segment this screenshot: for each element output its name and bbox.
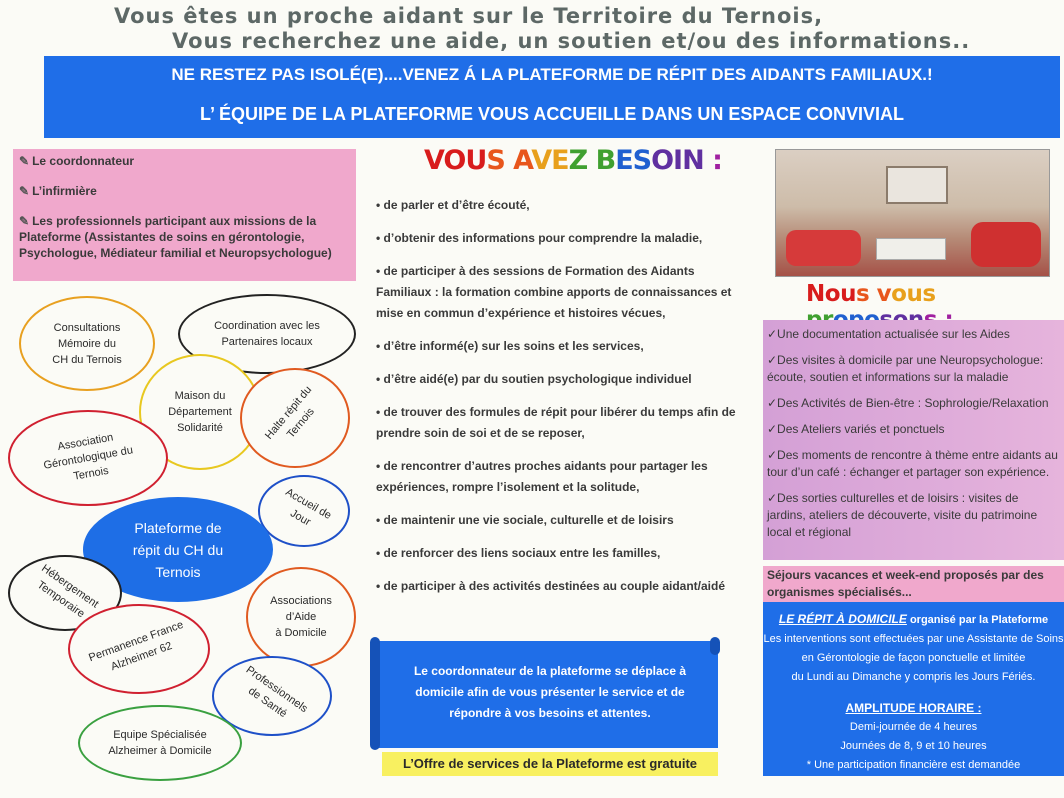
- amplitude-title: AMPLITUDE HORAIRE :: [845, 701, 982, 715]
- sejours-box: Séjours vacances et week-end proposés par des organismes spécialisés...: [763, 566, 1064, 602]
- banner-line-2: L’ ÉQUIPE DE LA PLATEFORME VOUS ACCUEILLE DANS UN ESPACE CONVIVIAL: [199, 104, 905, 124]
- offer-item: ✓Des Activités de Bien-être : Sophrologie/Relaxation: [767, 396, 1049, 410]
- repit-line: du Lundi au Dimanche y compris les Jours Fériés.: [791, 671, 1036, 683]
- title-letter: A: [513, 145, 532, 176]
- bubble-accueil-jour: Accueil de Jour: [258, 475, 350, 547]
- photo-sofa: [971, 222, 1041, 267]
- repit-title: LE RÉPIT À DOMICILE organisé par la Plateforme: [778, 612, 1049, 626]
- title-letter: o: [824, 281, 841, 307]
- title-letter: o: [891, 281, 907, 307]
- team-item: ✎ Le coordonnateur: [19, 154, 135, 168]
- title-letter: I: [673, 145, 683, 176]
- bubble-maison-departement: Maison du Département Solidarité: [139, 354, 261, 470]
- needs-item: • de maintenir une vie sociale, culturelle et de loisirs: [376, 513, 674, 527]
- title-letter: O: [651, 145, 674, 176]
- pencil-icon: ✎: [19, 184, 30, 198]
- needs-item: • de parler et d’être écouté,: [376, 198, 530, 212]
- lounge-photo: [775, 149, 1050, 277]
- amplitude-line: * Une participation financière est demandée: [806, 759, 1021, 771]
- title-letter: V: [424, 145, 444, 176]
- bubble-consultations-memoire: Consultations Mémoire du CH du Ternois: [19, 296, 155, 391]
- amplitude-line: Journées de 8, 9 et 10 heures: [840, 740, 987, 752]
- needs-title: [424, 145, 722, 176]
- bubble-hebergement: Hébergement Temporaire: [8, 555, 122, 631]
- title-letter: E: [551, 145, 569, 176]
- title-letter: N: [806, 281, 825, 307]
- title-letter: B: [595, 145, 616, 176]
- team-item: ✎ Les professionnels participant aux missions de la Plateforme (Assistantes de soins en gérontologie, Psychologue, Médiateur familial et Neuropsychologue): [19, 214, 332, 260]
- title-letter: s: [922, 281, 936, 307]
- title-letter: S: [632, 145, 652, 176]
- title-letter: E: [615, 145, 633, 176]
- team-box: [13, 149, 356, 281]
- needs-list: [376, 195, 736, 609]
- offer-item: ✓Des sorties culturelles et de loisirs : visites de jardins, ateliers de découverte, visite du patrimoine local et régional: [767, 491, 1038, 539]
- bubble-halte-repit: Halte répit du Ternois: [240, 368, 350, 468]
- title-letter: [587, 145, 595, 176]
- photo-table: [876, 238, 946, 260]
- needs-item: • d’obtenir des informations pour comprendre la maladie,: [376, 231, 703, 245]
- header-line-2: Vous recherchez une aide, un soutien et/ou des informations..: [172, 29, 971, 53]
- needs-item: • de trouver des formules de répit pour libérer du temps afin de prendre soin de soi et de se reposer,: [376, 405, 736, 440]
- title-letter: v: [876, 281, 892, 307]
- needs-item: • de rencontrer d’autres proches aidants pour partager les expériences, rompre l’isolement et la solitude,: [376, 459, 708, 494]
- title-letter: O: [443, 145, 466, 176]
- title-letter: s: [855, 281, 870, 307]
- bubble-professionnels-sante: Professionnels de Santé: [212, 656, 332, 736]
- pencil-icon: ✎: [19, 154, 30, 168]
- photo-armchair: [786, 230, 861, 266]
- center-plateforme: Plateforme de répit du CH du Ternois: [83, 497, 273, 602]
- offers-list: [763, 320, 1064, 560]
- repit-domicile-box: [763, 602, 1064, 776]
- offer-item: ✓Une documentation actualisée sur les Aides: [767, 327, 1010, 341]
- title-letter: U: [465, 145, 487, 176]
- title-letter: [505, 145, 513, 176]
- bubble-associations-aide: Associations d’Aide à Domicile: [246, 567, 356, 667]
- title-letter: u: [906, 281, 923, 307]
- offer-item: ✓Des Ateliers variés et ponctuels: [767, 422, 945, 436]
- repit-line: en Gérontologie de façon ponctuelle et limitée: [801, 652, 1026, 664]
- offer-item: ✓Des moments de rencontre à thème entre aidants au tour d’un café : échanger et partager son expérience.: [767, 448, 1058, 479]
- bubble-equipe-alzheimer: Equipe Spécialisée Alzheimer à Domicile: [78, 705, 242, 781]
- bubble-coordination: Coordination avec les Partenaires locaux: [178, 294, 356, 374]
- photo-window: [886, 166, 948, 204]
- bubble-association-gerontologique: Association Gérontologique du Ternois: [8, 410, 168, 506]
- banner-line-1: NE RESTEZ PAS ISOLÉ(E)....VENEZ Á LA PLATEFORME DE RÉPIT DES AIDANTS FAMILIAUX.!: [171, 65, 933, 84]
- title-letter: Z: [568, 145, 588, 176]
- title-letter: N: [682, 145, 704, 176]
- header-line-1: Vous êtes un proche aidant sur le Territoire du Ternois,: [114, 4, 824, 28]
- title-letter: u: [840, 281, 856, 307]
- title-letter: [869, 281, 877, 307]
- repit-line: Les interventions sont effectuées par une Assistante de Soins: [763, 633, 1064, 645]
- needs-item: • d’être aidé(e) par du soutien psychologique individuel: [376, 372, 692, 386]
- coordinator-scroll: Le coordonnateur de la plateforme se déplace à domicile afin de vous présenter le service et de répondre à vos besoins et attentes.: [372, 641, 718, 748]
- pencil-icon: ✎: [19, 214, 30, 228]
- free-offer-banner: L’Offre de services de la Plateforme est gratuite: [382, 752, 718, 776]
- bubble-france-alzheimer: Permanence France Alzheimer 62: [68, 604, 210, 694]
- needs-item: • de participer à des sessions de Formation des Aidants Familiaux : la formation combine apports de connaissances et mise en commun d’expérience et histoires vécues,: [376, 264, 732, 320]
- offer-item: ✓Des visites à domicile par une Neuropsychologue: écoute, soutien et informations sur la maladie: [767, 353, 1044, 384]
- title-letter: :: [712, 145, 722, 176]
- blue-banner: [44, 56, 1060, 138]
- team-item: ✎ L’infirmière: [19, 184, 97, 198]
- title-letter: [704, 145, 712, 176]
- needs-item: • de participer à des activités destinées au couple aidant/aidé: [376, 579, 725, 593]
- needs-item: • de renforcer des liens sociaux entre les familles,: [376, 546, 661, 560]
- amplitude-line: Demi-journée de 4 heures: [849, 721, 978, 733]
- needs-item: • d’être informé(e) sur les soins et les services,: [376, 339, 644, 353]
- title-letter: V: [531, 145, 552, 176]
- title-letter: S: [486, 145, 505, 176]
